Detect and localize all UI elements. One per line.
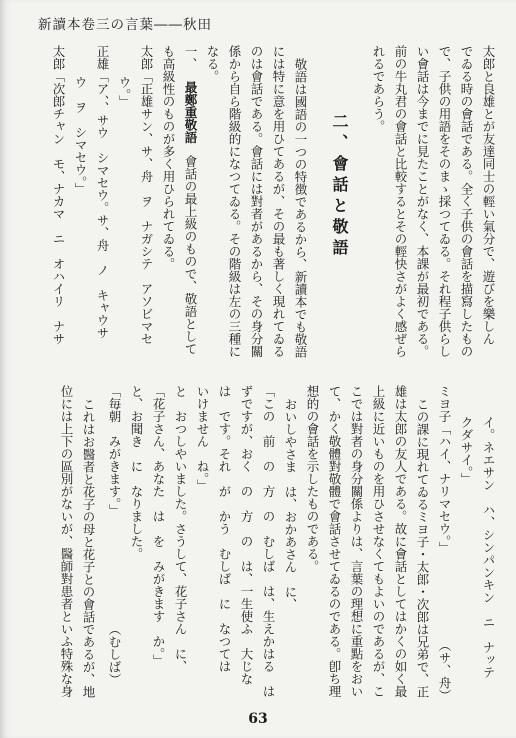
dialogue-line: 太郎「正雄サン、サ、舟 ヲ ナガシテ アソビマセ [139,45,154,345]
example-line: 「この 前 の 方 の むしば は、生えかはる は [261,385,276,698]
text-column: て、かく敬體對敬體で會話させてゐるのである。卽ち理 [327,385,342,698]
item-heading-line [179,45,201,358]
section-heading: 二、會話と敬語 [330,113,349,260]
text-column: 雄は太郎の友人である。故に會話としてはかくの如く最 [393,385,408,698]
text-column: この課に現れてゐるミヨ子・太郎・次郎は兄弟で、正 [415,397,430,698]
text-column: でゐる時の會話である。全く子供の會話を描寫したもの [459,45,474,358]
text-column: 太郎と良雄とが友達同士の輕い氣分で、遊びを樂しん [481,45,496,345]
dialogue-line: クダサイ。」 [459,416,474,485]
text-column: のは會話である。會話には對者があるから、その身分關 [249,45,264,358]
lower-text-block [55,385,499,701]
dialogue-line: イ。ネエサン ハ、シンパンキン ニ ナッテ [481,416,496,679]
text-column: 上級に近いものを用ひさせなくてもよいのであるが、こ [371,385,386,698]
text-column: 想的の會話を示したものである。 [305,385,320,573]
dialogue-line: 太郎「次郎チャン モ、ナカマ ニ オハイリ ナサ [51,45,66,345]
dialogue-line: ウ ヲ シマセウ。」 [73,76,88,195]
source-citation: （サ、舟） [437,638,452,701]
dialogue-line: ミヨ子「ハイ、ナリマセウ。」 [437,385,452,554]
text-column: も高級性のものが多く用ひられてゐる。 [161,45,176,270]
example-line: は です。それ が かう むしば に なつては [217,385,232,673]
text-column: 係から自ら階級的になつてゐる。その階級は左の三種に [227,45,242,358]
text-column: には特に意を用ひてあるが、その最も著しく現れてゐる [271,45,286,358]
item-definition: 會話の最上級のもので、敬語として [183,155,198,355]
text-column: 前の牛丸君の會話と比較するとその輕快さがよく感ぜら [393,45,408,358]
dialogue-line: 正雄「ア、、サウ シマセウ。サ、舟 ノ キャウサ [95,45,110,339]
example-line: と おつしやいました。さうして、花子さん に、 [173,385,188,673]
text-column: これはお醫者と花子の母と花子との會話であるが、地 [81,397,96,698]
page-number: 63 [248,711,268,727]
example-line: いけません ね。」 [195,385,210,492]
example-intro: おいしやさま は、おかあさん に、 [283,397,298,610]
text-column: で、子供の用語をそのまゝ採つてゐる。それ程子供らし [437,45,452,358]
dialogue-line: ウ。」 [117,76,132,108]
text-column: い會話は今までに見たことがなく、本課が最初である。 [415,45,430,358]
item-number: 一、 [183,45,198,70]
example-line: 「花子さん、あなた は を みがきます か。」 [151,385,166,667]
source-citation: （むしば） [107,622,122,685]
example-line: ずですが、おく の 方 の は、一生使ふ 大じな [239,385,254,685]
text-column: なる。 [205,45,220,83]
text-column: 敬語は國語の一つの特徴であるから、新讀本でも敬語 [293,57,308,358]
example-line: と、お聞き に なりました。 [129,385,144,560]
example-line: 「毎朝 みがきます。」 [107,385,122,517]
upper-text-block [47,45,499,358]
example-line-with-source [103,385,125,701]
text-column: こでは對者の身分關係よりは、言葉の理想に重點をおい [349,385,364,698]
dialogue-line-with-source [433,385,455,701]
text-column: 位には上下の區別がないが、醫師對患者といふ特殊な身 [59,385,74,698]
item-term: 最鄭重敬語 [183,81,198,144]
running-head: 新讀本卷三の言葉――秋田 [38,17,212,33]
text-column: れるであらう。 [371,45,386,133]
